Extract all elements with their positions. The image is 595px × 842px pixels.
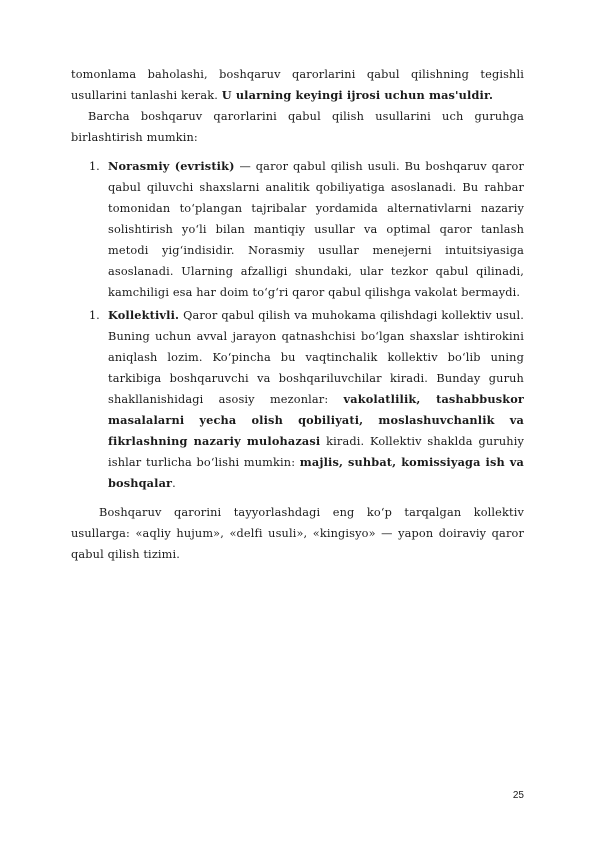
item-bold-forms: majlis, suhbat, komissiyaga ish va boshqalar	[108, 455, 524, 490]
intro-bold: U ularning keyingi ijrosi uchun mas'uldir.	[221, 88, 494, 102]
methods-list	[71, 156, 524, 494]
item-title: Kollektivli.	[108, 308, 180, 322]
document-page	[71, 64, 524, 565]
intro-text: tomonlama baholashi, boshqaruv qarorlarini qabul qilishning tegishli usullarini tanlashi kerak.	[71, 68, 524, 102]
closing-paragraph: Boshqaruv qarorini tayyorlashdagi eng ko‘p tarqalgan kollektiv usullarga: «aqliy hujum», «delfi usuli», «kingisyo» — yapon doiraviy qaror qabul qilish tizimi.	[71, 506, 524, 561]
item-title: Norasmiy (evristik)	[108, 159, 235, 173]
list-item-collective	[71, 305, 524, 494]
item-bold-criteria: vakolatlilik, tashabbuskor masalalarni yecha olish qobiliyati, moslashuvchanlik va fikrlashning nazariy mulohazasi	[108, 392, 524, 448]
intro-paragraph	[71, 64, 524, 106]
lead-paragraph: Barcha boshqaruv qarorlarini qabul qilish usullarini uch guruhga birlashtirish mumkin:	[71, 110, 524, 144]
list-item-text	[108, 156, 524, 303]
list-number: 1.	[89, 309, 100, 322]
item-body: — qaror qabul qilish usuli. Bu boshqaruv qaror qabul qiluvchi shaxslarni analitik qobiliyatiga asoslanadi. Bu rahbar tomonidan to‘plangan tajribalar yordamida alternativlarni nazariy solishtirish yo‘li bilan mantiqiy usullar va optimal qaror tanlash metodi yig‘indisidir. Norasmiy usullar menejerni intuitsiyasiga asoslanadi. Ularning afzalligi shundaki, ular tezkor qabul qilinadi, kamchiligi esa har doim to‘g‘ri qaror qabul qilishga vakolat bermaydi.	[108, 160, 524, 299]
list-number: 1.	[89, 160, 100, 173]
page-number: 25	[512, 790, 524, 801]
item-body: Qaror qabul qilish va muhokama qilishdagi kollektiv usul. Buning uchun avval jarayon qatnashchisi bo‘lgan shaxslar ishtirokini aniqlash lozim. Ko‘pincha bu vaqtinchalik kollektiv bo‘lib uning tarkibiga boshqaruvchi va boshqariluvchilar kiradi. Bunday guruh shakllanishidagi asosiy mezonlar:	[108, 309, 524, 406]
item-body-end: .	[172, 477, 176, 490]
list-item-text	[108, 305, 524, 494]
item-body-cont: kiradi. Kollektiv shaklda guruhiy ishlar turlicha bo‘lishi mumkin:	[108, 435, 524, 469]
list-item-informal	[71, 156, 524, 303]
